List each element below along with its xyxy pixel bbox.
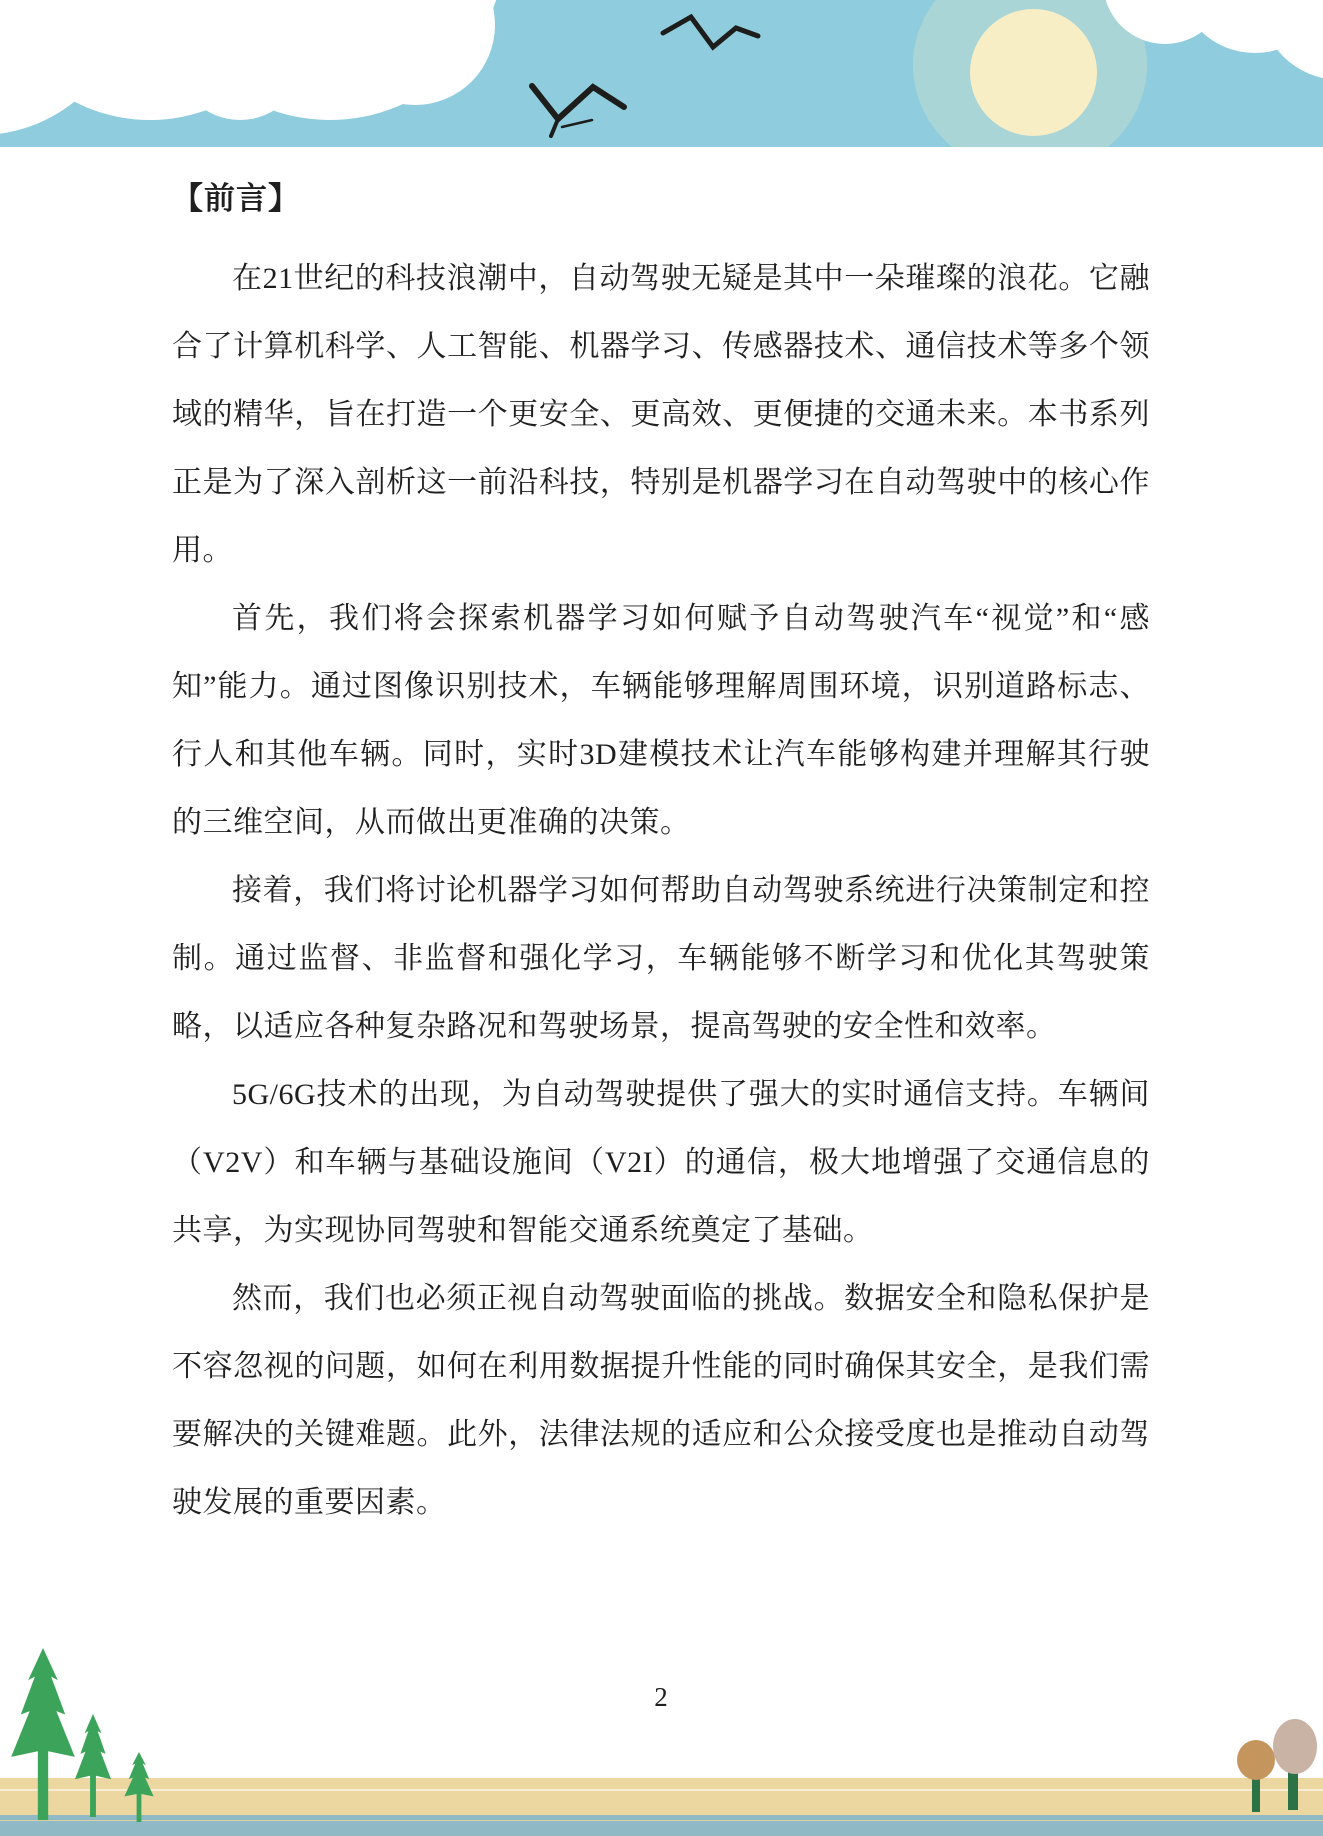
water-band xyxy=(0,1815,1323,1836)
section-heading: 【前言】 xyxy=(172,181,300,216)
tree-trunk xyxy=(1288,1772,1298,1810)
tree-trunk xyxy=(1252,1778,1260,1812)
round-tree-icon xyxy=(1273,1719,1317,1774)
pine-tree-icon xyxy=(72,1714,114,1817)
sand-band xyxy=(0,1778,1323,1815)
paragraph: 接着，我们将讨论机器学习如何帮助自动驾驶系统进行决策制定和控制。通过监督、非监督和强化学习，车辆能够不断学习和优化其驾驶策略，以适应各种复杂路况和驾驶场景，提高驾驶的安全性和效率。 xyxy=(172,874,1150,1043)
sand-highlight-line xyxy=(0,1789,1323,1791)
preface-content xyxy=(172,168,1150,1537)
paragraph: 5G/6G技术的出现，为自动驾驶提供了强大的实时通信支持。车辆间（V2V）和车辆与基础设施间（V2I）的通信，极大地增强了交通信息的共享，为实现协同驾驶和智能交通系统奠定了基础。 xyxy=(172,1078,1150,1247)
page-number: 2 xyxy=(654,1682,668,1712)
birds-icon xyxy=(0,0,1323,147)
round-tree-icon xyxy=(1237,1740,1275,1780)
pine-tree-icon xyxy=(122,1752,156,1822)
water-highlight-line xyxy=(0,1820,1323,1821)
paragraph: 然而，我们也必须正视自动驾驶面临的挑战。数据安全和隐私保护是不容忽视的问题，如何在利用数据提升性能的同时确保其安全，是我们需要解决的关键难题。此外，法律法规的适应和公众接受度也是推动自动驾驶发展的重要因素。 xyxy=(172,1282,1150,1519)
paragraph: 在21世纪的科技浪潮中，自动驾驶无疑是其中一朵璀璨的浪花。它融合了计算机科学、人工智能、机器学习、传感器技术、通信技术等多个领域的精华，旨在打造一个更安全、更高效、更便捷的交通未来。本书系列正是为了深入剖析这一前沿科技，特别是机器学习在自动驾驶中的核心作用。 xyxy=(172,262,1150,567)
header-decoration xyxy=(0,0,1323,147)
pine-tree-icon xyxy=(6,1648,80,1820)
paragraph-list xyxy=(172,245,1150,1537)
paragraph: 首先，我们将会探索机器学习如何赋予自动驾驶汽车“视觉”和“感知”能力。通过图像识别技术，车辆能够理解周围环境，识别道路标志、行人和其他车辆。同时，实时3D建模技术让汽车能够构建并理解其行驶的三维空间，从而做出更准确的决策。 xyxy=(172,602,1150,839)
